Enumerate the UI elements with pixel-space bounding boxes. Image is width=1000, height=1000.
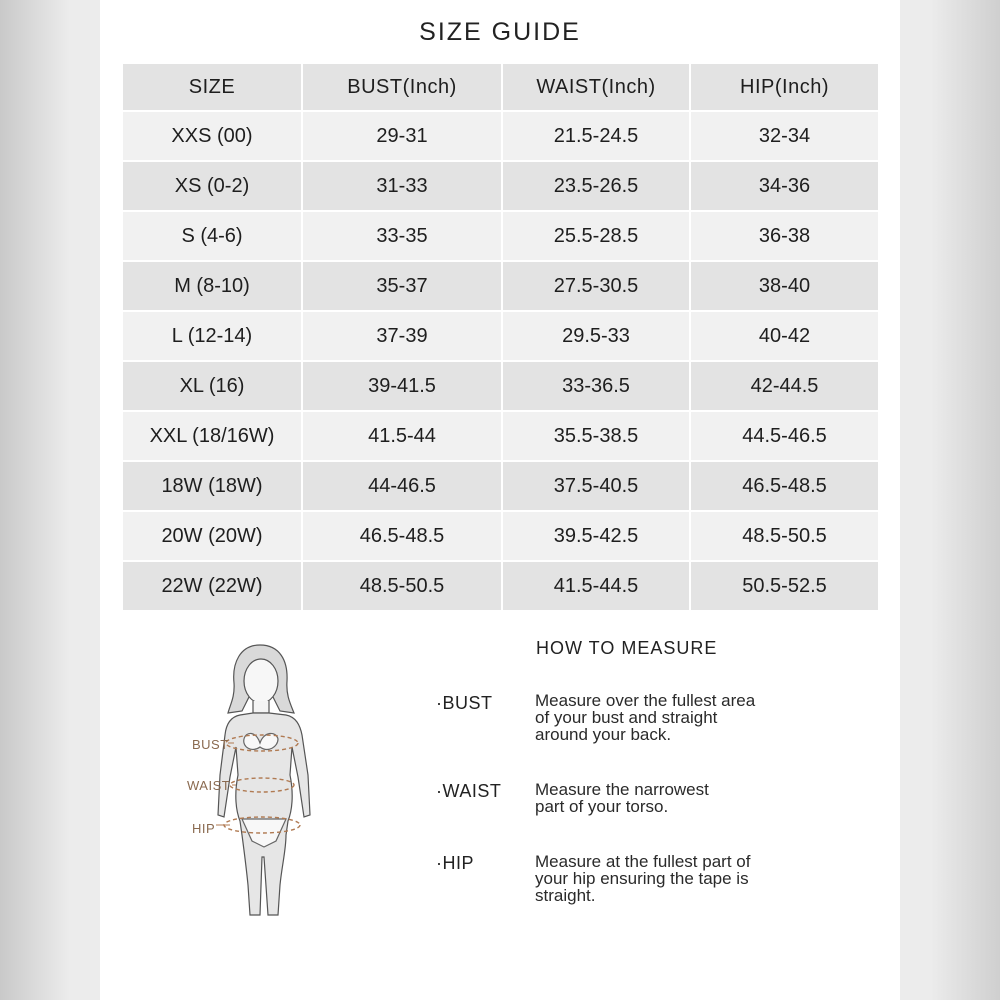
table-row — [123, 562, 878, 612]
how-to-measure-title: HOW TO MEASURE — [536, 638, 718, 658]
cell-bust: 41.5-44 — [303, 412, 503, 462]
cell-size: S (4-6) — [123, 212, 303, 262]
page-title: SIZE GUIDE — [419, 18, 581, 46]
cell-bust: 31-33 — [303, 162, 503, 212]
cell-size: 20W (20W) — [123, 512, 303, 562]
cell-bust: 46.5-48.5 — [303, 512, 503, 562]
figure-label-waist: WAIST — [187, 778, 231, 793]
measure-desc-waist — [535, 781, 815, 815]
cell-waist: 39.5-42.5 — [503, 512, 691, 562]
desc-line: straight. — [535, 886, 596, 905]
measure-key-bust: ·BUST — [436, 693, 493, 713]
cell-hip: 40-42 — [691, 312, 878, 362]
desc-line: Measure over the fullest area — [535, 691, 756, 710]
cell-size: XS (0-2) — [123, 162, 303, 212]
header-bust: BUST(Inch) — [303, 64, 503, 112]
cell-bust: 39-41.5 — [303, 362, 503, 412]
cell-bust: 37-39 — [303, 312, 503, 362]
desc-line: around your back. — [535, 725, 672, 744]
desc-line: your hip ensuring the tape is — [535, 869, 749, 888]
measure-desc-hip — [535, 853, 815, 904]
table-row — [123, 212, 878, 262]
cell-bust: 29-31 — [303, 112, 503, 162]
table-row — [123, 412, 878, 462]
cell-hip: 34-36 — [691, 162, 878, 212]
cell-size: XXS (00) — [123, 112, 303, 162]
cell-hip: 42-44.5 — [691, 362, 878, 412]
measure-key-waist: ·WAIST — [436, 781, 502, 801]
cell-size: L (12-14) — [123, 312, 303, 362]
size-chart-table — [123, 64, 878, 612]
cell-waist: 37.5-40.5 — [503, 462, 691, 512]
cell-hip: 38-40 — [691, 262, 878, 312]
cell-size: M (8-10) — [123, 262, 303, 312]
figure-label-bust: BUST — [192, 737, 229, 752]
cell-size: 18W (18W) — [123, 462, 303, 512]
table-row — [123, 462, 878, 512]
measure-desc-bust — [535, 692, 815, 743]
table-header-row — [123, 64, 878, 112]
cell-size: 22W (22W) — [123, 562, 303, 612]
figure-label-hip: HIP — [192, 821, 216, 836]
table-row — [123, 512, 878, 562]
cell-hip: 44.5-46.5 — [691, 412, 878, 462]
cell-waist: 25.5-28.5 — [503, 212, 691, 262]
header-size: SIZE — [123, 64, 303, 112]
cell-size: XXL (18/16W) — [123, 412, 303, 462]
cell-waist: 33-36.5 — [503, 362, 691, 412]
cell-waist: 23.5-26.5 — [503, 162, 691, 212]
header-waist: WAIST(Inch) — [503, 64, 691, 112]
desc-line: of your bust and straight — [535, 708, 718, 727]
cell-bust: 33-35 — [303, 212, 503, 262]
cell-hip: 32-34 — [691, 112, 878, 162]
table-row — [123, 162, 878, 212]
measure-key-hip: ·HIP — [436, 853, 474, 873]
cell-waist: 29.5-33 — [503, 312, 691, 362]
desc-line: part of your torso. — [535, 797, 669, 816]
header-hip: HIP(Inch) — [691, 64, 878, 112]
cell-bust: 48.5-50.5 — [303, 562, 503, 612]
cell-waist: 35.5-38.5 — [503, 412, 691, 462]
cell-size: XL (16) — [123, 362, 303, 412]
desc-line: Measure the narrowest — [535, 780, 709, 799]
cell-hip: 46.5-48.5 — [691, 462, 878, 512]
cell-waist: 21.5-24.5 — [503, 112, 691, 162]
cell-hip: 48.5-50.5 — [691, 512, 878, 562]
cell-bust: 35-37 — [303, 262, 503, 312]
cell-waist: 41.5-44.5 — [503, 562, 691, 612]
table-row — [123, 112, 878, 162]
desc-line: Measure at the fullest part of — [535, 852, 751, 871]
cell-bust: 44-46.5 — [303, 462, 503, 512]
table-row — [123, 262, 878, 312]
cell-hip: 50.5-52.5 — [691, 562, 878, 612]
table-row — [123, 362, 878, 412]
cell-waist: 27.5-30.5 — [503, 262, 691, 312]
table-row — [123, 312, 878, 362]
cell-hip: 36-38 — [691, 212, 878, 262]
